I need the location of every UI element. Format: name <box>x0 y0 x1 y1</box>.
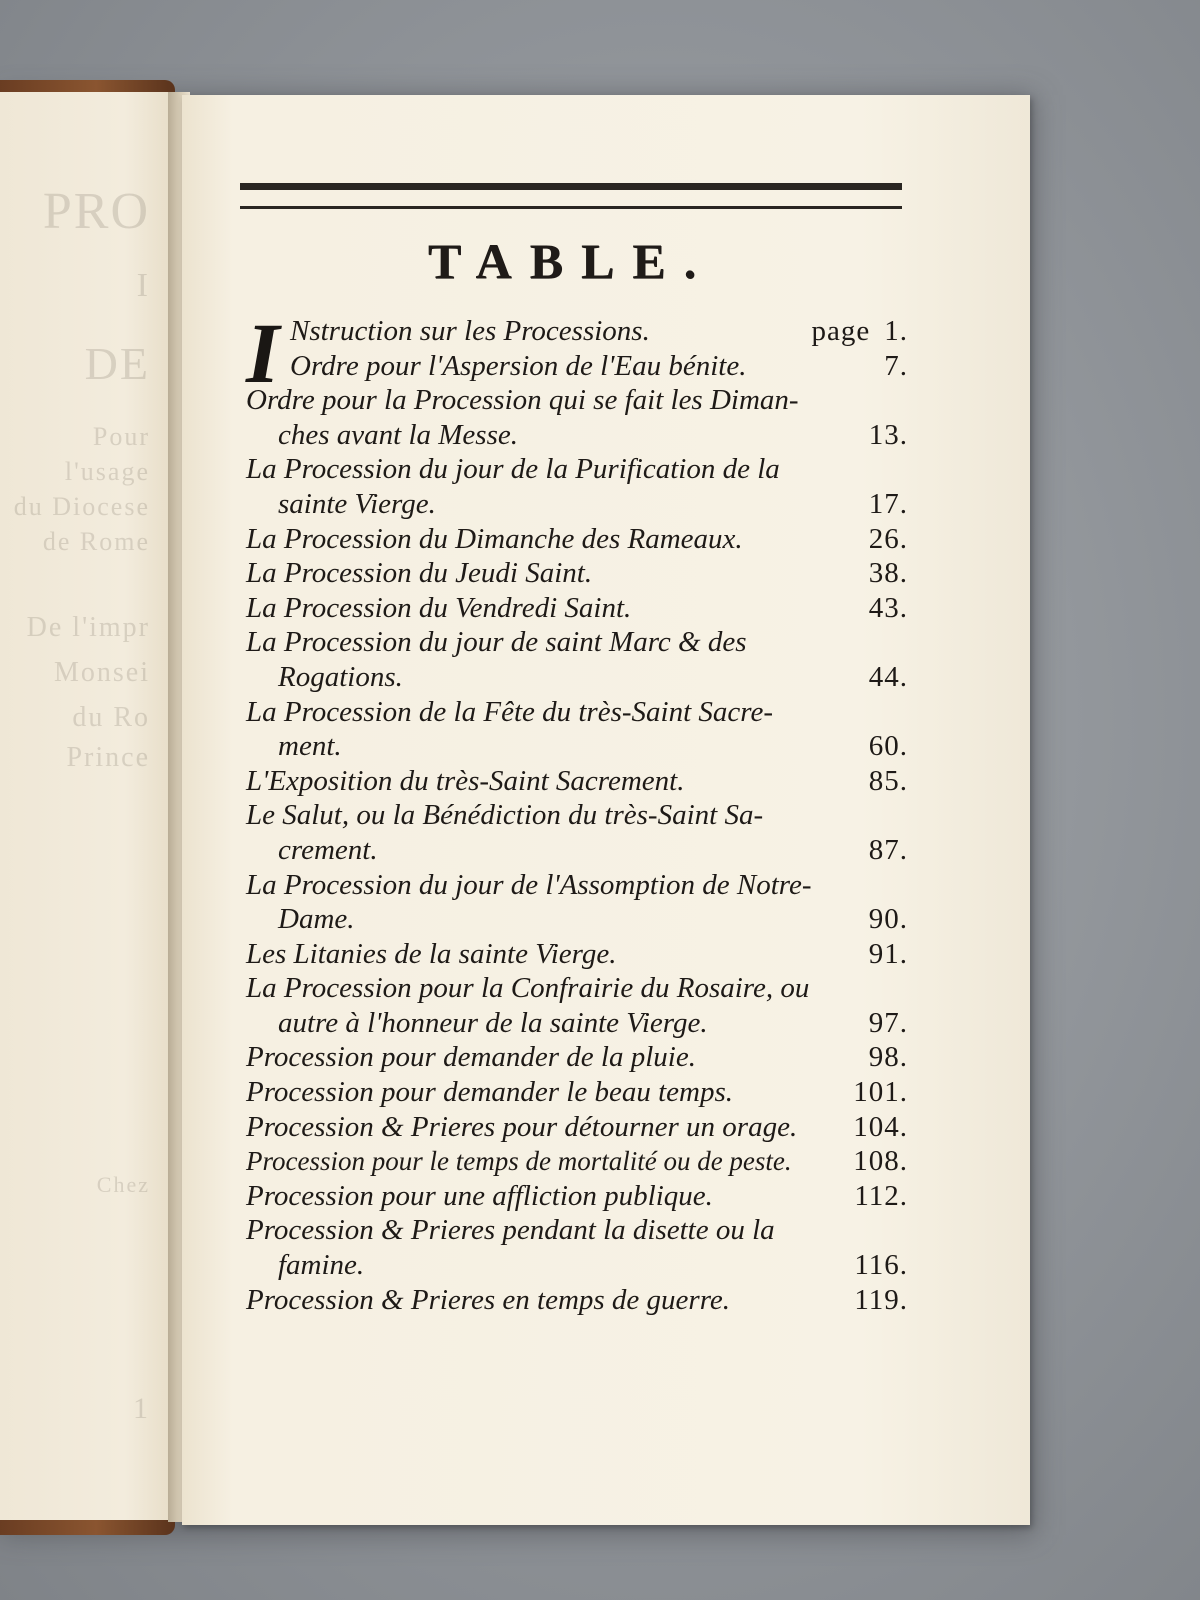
toc-page-number: 116. <box>854 1249 908 1282</box>
toc-line <box>246 314 914 349</box>
page-title: TABLE. <box>427 233 715 289</box>
header-rule-thick <box>240 183 902 190</box>
toc-page-number: 17. <box>868 487 908 520</box>
toc-line <box>246 937 914 972</box>
toc-entry-text: Procession & Prieres pour détourner un orage. <box>246 1110 798 1143</box>
toc-entry-text: L'Exposition du très-Saint Sacrement. <box>246 764 685 797</box>
toc-page-number: 13. <box>868 418 908 451</box>
bleed-text: du Diocese <box>13 492 150 521</box>
toc-line <box>246 902 914 937</box>
toc-line <box>246 798 914 833</box>
toc-page-number: 43. <box>868 591 908 624</box>
toc-page-number: 108. <box>853 1145 908 1178</box>
bleed-text: De l'impr <box>26 612 150 643</box>
toc-entry-text: La Procession du jour de saint Marc & des <box>246 626 747 659</box>
toc-line <box>246 695 914 730</box>
toc-entry-text: Procession pour une affliction publique. <box>246 1179 713 1212</box>
toc-page-number <box>812 314 909 349</box>
toc-line <box>246 833 914 868</box>
toc-page-number: 112. <box>854 1179 908 1212</box>
toc-line <box>246 1110 914 1145</box>
toc-entry-text: crement. <box>278 833 378 866</box>
toc-page-number: 7. <box>884 349 908 382</box>
bleed-text: Prince <box>66 742 150 773</box>
toc-line <box>246 1283 914 1318</box>
toc-entry-text: Rogations. <box>278 660 403 693</box>
bleed-text: I <box>136 267 150 304</box>
toc-entry-text: famine. <box>278 1249 365 1282</box>
toc-page-number: 26. <box>868 522 908 555</box>
toc-line <box>246 1179 914 1214</box>
toc-entry-text: Procession pour le temps de mortalité ou de peste. <box>246 1146 792 1177</box>
toc-page-number: 85. <box>868 764 908 797</box>
toc-line <box>246 556 914 591</box>
page-label: page <box>811 315 871 347</box>
toc-line <box>246 971 914 1006</box>
left-page <box>0 92 178 1520</box>
bleed-text: DE <box>84 338 150 389</box>
toc-entry-text: La Procession du Jeudi Saint. <box>246 557 593 590</box>
toc-entry-text: La Procession du jour de la Purification de la <box>246 453 780 486</box>
toc-line <box>246 383 914 418</box>
toc-page-number: 104. <box>853 1110 908 1143</box>
toc-line <box>246 868 914 903</box>
toc-line <box>246 1006 914 1041</box>
toc-page-number: 98. <box>868 1041 908 1074</box>
bleed-text: PRO <box>42 183 150 240</box>
drop-cap: I <box>246 305 280 401</box>
toc-page-number: 38. <box>868 557 908 590</box>
toc-entry-text: La Procession du jour de l'Assomption de Notre- <box>246 868 812 901</box>
bleed-text: Chez <box>96 1172 150 1197</box>
toc-page-number: 97. <box>868 1006 908 1039</box>
bleed-text: Monsei <box>54 657 150 688</box>
bleed-text: Pour <box>92 422 150 451</box>
bleed-text: de Rome <box>42 527 150 556</box>
toc-line <box>246 764 914 799</box>
bleed-text: du Ro <box>72 702 150 733</box>
toc-line <box>246 452 914 487</box>
toc-entry-text: Dame. <box>278 903 355 936</box>
toc-page-number: 119. <box>854 1283 908 1316</box>
toc-entry-text: Procession & Prieres pendant la disette ou la <box>246 1214 775 1247</box>
toc-entry-text: Nstruction sur les Processions. <box>290 315 650 347</box>
toc-entry-text: La Procession pour la Confrairie du Rosaire, ou <box>246 972 810 1005</box>
toc-page-number: 101. <box>853 1076 908 1109</box>
toc-line <box>246 1144 914 1179</box>
toc-line <box>246 729 914 764</box>
toc-page-number: 44. <box>868 660 908 693</box>
toc-line <box>246 487 914 522</box>
toc-entry-text: Ordre pour la Procession qui se fait les Diman- <box>246 384 799 417</box>
bleed-text: 1 <box>133 1392 150 1425</box>
toc-entry-text: Les Litanies de la sainte Vierge. <box>246 937 617 970</box>
toc-line <box>246 625 914 660</box>
toc-line <box>246 418 914 453</box>
toc-entry-text: Ordre pour l'Aspersion de l'Eau bénite. <box>290 349 747 382</box>
toc-entry-text: ches avant la Messe. <box>278 418 518 451</box>
toc-line <box>246 660 914 695</box>
toc-page-number: 87. <box>868 833 908 866</box>
toc-page-number: 91. <box>868 937 908 970</box>
toc-entry-text: La Procession de la Fête du très-Saint Sacre- <box>246 695 773 728</box>
toc-entry-text: Le Salut, ou la Bénédiction du très-Saint Sa- <box>246 799 764 832</box>
toc-entry-text: autre à l'honneur de la sainte Vierge. <box>278 1006 708 1039</box>
toc-entry-text: sainte Vierge. <box>278 487 436 520</box>
toc-line <box>246 1213 914 1248</box>
toc-line <box>246 522 914 557</box>
toc-entry-text: Procession pour demander le beau temps. <box>246 1076 734 1109</box>
toc-page-number: 90. <box>868 903 908 936</box>
toc-entry-text: Procession & Prieres en temps de guerre. <box>246 1283 731 1316</box>
toc-line <box>246 349 914 384</box>
toc-page-number: 60. <box>868 730 908 763</box>
header-rule-thin <box>240 206 902 209</box>
toc-line <box>246 1040 914 1075</box>
toc-line <box>246 591 914 626</box>
toc-entry-text: La Procession du Dimanche des Rameaux. <box>246 522 743 555</box>
bleed-text: l'usage <box>64 457 150 486</box>
toc-line <box>246 1248 914 1283</box>
toc-entry-text: ment. <box>278 730 342 763</box>
toc-line <box>246 1075 914 1110</box>
toc-entry-text: Procession pour demander de la pluie. <box>246 1041 696 1074</box>
toc-entry-text: La Procession du Vendredi Saint. <box>246 591 632 624</box>
page-number-value: 1. <box>884 315 908 347</box>
table-of-contents <box>246 305 914 1317</box>
